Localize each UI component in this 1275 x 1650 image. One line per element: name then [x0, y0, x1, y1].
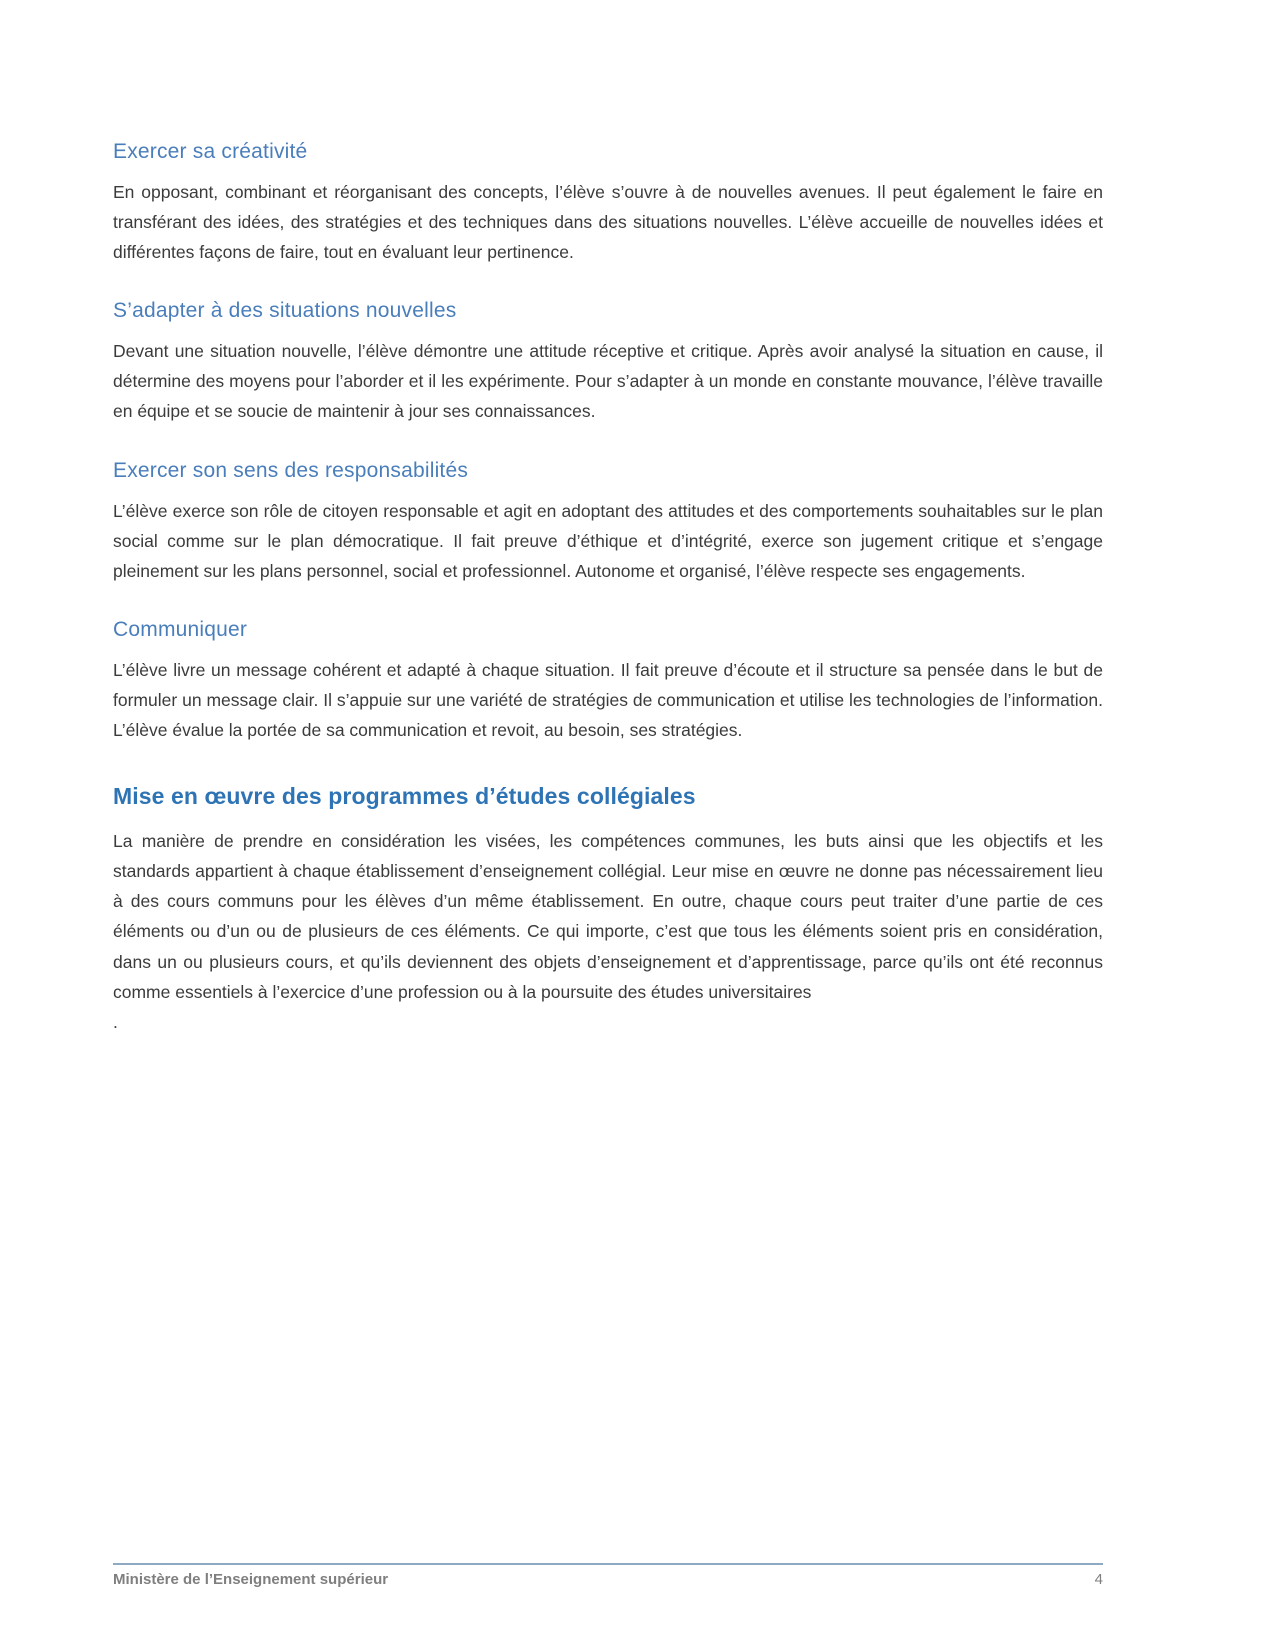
section-heading: S’adapter à des situations nouvelles: [113, 299, 457, 323]
trailing-period: .: [113, 1011, 118, 1032]
page-content: [113, 140, 1103, 1037]
section-body: Devant une situation nouvelle, l’élève démontre une attitude réceptive et critique. Après avoir analysé la situation en cause, il détermine des moyens pour l’aborder et il les expérimente. Pour s’adapter à un monde en constante mouvance, l’élève travaille en équipe et se soucie de maintenir à jour ses connaissances.: [113, 341, 1103, 422]
major-section-heading: Mise en œuvre des programmes d’études collégiales: [113, 783, 696, 810]
section-adaptation: [113, 299, 1103, 426]
section-heading: Exercer son sens des responsabilités: [113, 458, 469, 482]
page-footer: [113, 1563, 1103, 1588]
section-creativite: [113, 140, 1103, 267]
section-communiquer: [113, 618, 1103, 745]
section-heading: Exercer sa créativité: [113, 140, 308, 163]
section-body: L’élève livre un message cohérent et adapté à chaque situation. Il fait preuve d’écoute et il structure sa pensée dans le but de formuler un message clair. Il s’appuie sur une variété de stratégies de communication et utilise les technologies de l’information. L’élève évalue la portée de sa communication et revoit, au besoin, ses stratégies.: [113, 659, 1103, 741]
footer-ministry-label: Ministère de l’Enseignement supérieur: [113, 1571, 389, 1588]
section-heading: Communiquer: [113, 617, 248, 641]
section-body: En opposant, combinant et réorganisant des concepts, l’élève s’ouvre à de nouvelles avenues. Il peut également le faire en transférant des idées, des stratégies et des techniques dans des situations nouvelles. L’élève accueille de nouvelles idées et différentes façons de faire, tout en évaluant leur pertinence.: [113, 182, 1103, 263]
section-body: La manière de prendre en considération les visées, les compétences communes, les buts ainsi que les objectifs et les standards appartient à chaque établissement d’enseignement collégial. Leur mise en œuvre ne donne pas nécessairement lieu à des cours communs pour les élèves d’un même établissement. En outre, chaque cours peut traiter d’une partie de ces éléments ou d’un ou de plusieurs de ces éléments. Ce qui importe, c’est que tous les éléments soient pris en considération, dans un ou plusieurs cours, et qu’ils deviennent des objets d’enseignement et d’apprentissage, parce qu’ils ont été reconnus comme essentiels à l’exercice d’une profession ou à la poursuite des études universitaires: [113, 831, 1103, 1002]
section-responsabilites: [113, 459, 1103, 586]
section-mise-en-oeuvre: [113, 783, 1103, 1037]
footer-page-number: 4: [1094, 1571, 1103, 1588]
section-body: L’élève exerce son rôle de citoyen responsable et agit en adoptant des attitudes et des comportements souhaitables sur le plan social comme sur le plan démocratique. Il fait preuve d’éthique et d’intégrité, exerce son jugement critique et s’engage pleinement sur les plans personnel, social et professionnel. Autonome et organisé, l’élève respecte ses engagements.: [113, 500, 1103, 581]
